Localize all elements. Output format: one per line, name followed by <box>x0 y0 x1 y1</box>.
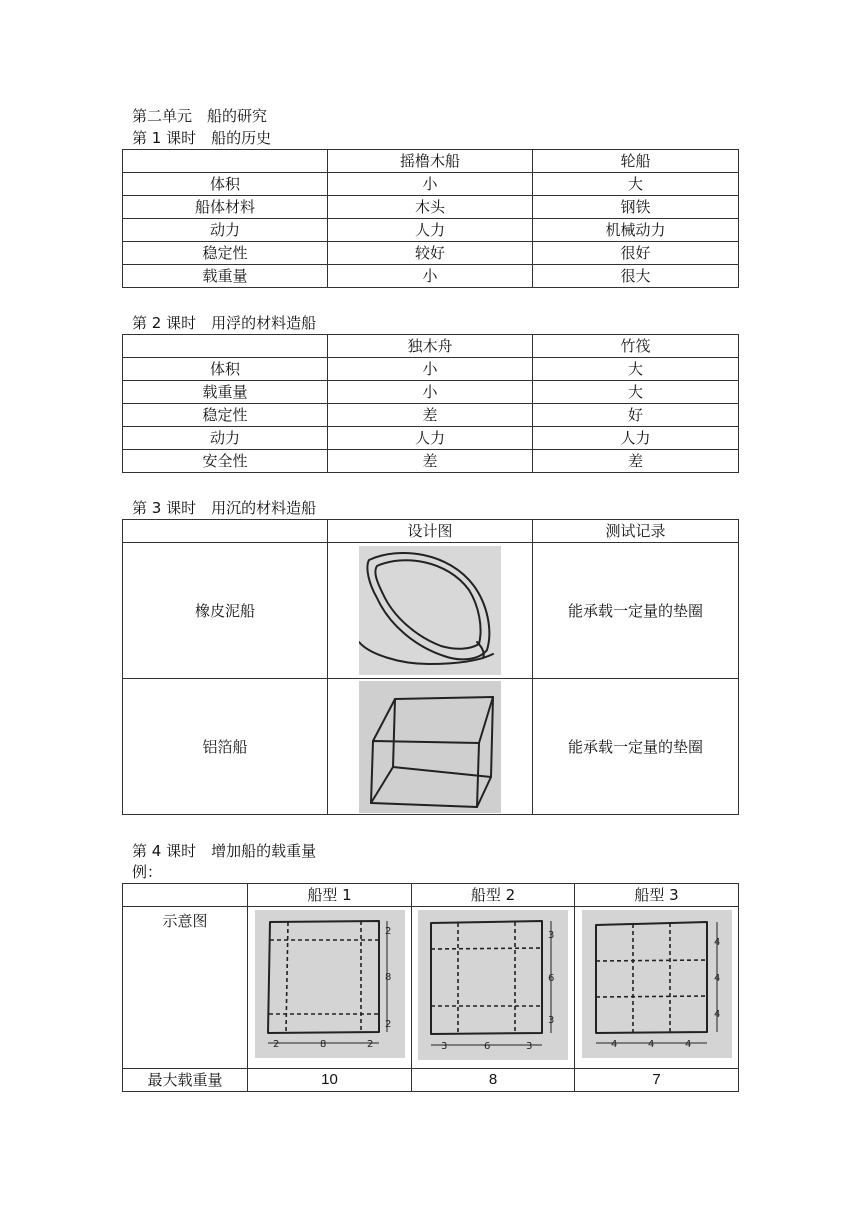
table-cell: 小 <box>328 358 533 381</box>
row-label: 动力 <box>123 427 328 450</box>
table-row <box>123 219 739 242</box>
header-cell <box>123 520 328 543</box>
unit-title: 第二单元 船的研究 <box>132 107 268 125</box>
row-label: 动力 <box>123 219 328 242</box>
boat-2-x-dim-3: 3 <box>526 1041 533 1052</box>
table-cell: 差 <box>533 450 739 473</box>
lesson3-title: 第 3 课时 用沉的材料造船 <box>132 499 317 517</box>
row-label: 示意图 <box>123 907 248 1069</box>
table-row <box>123 543 739 679</box>
row-label: 铝箔船 <box>123 679 328 815</box>
row-label: 稳定性 <box>123 404 328 427</box>
header-cell: 测试记录 <box>533 520 739 543</box>
example-label: 例： <box>132 863 163 881</box>
header-cell: 轮船 <box>533 150 739 173</box>
row-label: 体积 <box>123 358 328 381</box>
clay-boat-sketch-image <box>359 546 501 675</box>
header-cell <box>123 150 328 173</box>
boat-1-diagram-image <box>255 910 405 1058</box>
table-row <box>123 404 739 427</box>
row-label: 安全性 <box>123 450 328 473</box>
test-record-cell: 能承载一定量的垫圈 <box>533 543 739 679</box>
table-header-row <box>123 150 739 173</box>
table-row <box>123 450 739 473</box>
table-cell: 差 <box>328 450 533 473</box>
table-cell: 很好 <box>533 242 739 265</box>
table-cell: 较好 <box>328 242 533 265</box>
boat-1-max-load: 10 <box>248 1069 412 1092</box>
table-cell: 好 <box>533 404 739 427</box>
foil-box-sketch-image <box>359 681 501 813</box>
boat-2-diagram-image <box>418 910 568 1060</box>
lesson4-table <box>122 883 739 1092</box>
table-row <box>123 358 739 381</box>
table-cell: 大 <box>533 358 739 381</box>
header-cell: 摇橹木船 <box>328 150 533 173</box>
boat-3-x-dim-2: 4 <box>647 1039 654 1050</box>
boat-3-y-dim-2: 4 <box>713 973 720 984</box>
boat-3-y-dim-1: 4 <box>713 937 720 948</box>
row-label: 体积 <box>123 173 328 196</box>
boat-2-x-dim-1: 3 <box>441 1041 448 1052</box>
boat-2-y-dim-1: 3 <box>548 930 555 941</box>
table-row <box>123 265 739 288</box>
boat-1-x-dim-2: 8 <box>319 1039 326 1050</box>
lesson1-title: 第 1 课时 船的历史 <box>132 129 272 147</box>
table-row <box>123 173 739 196</box>
boat-3-max-load: 7 <box>575 1069 739 1092</box>
table-row <box>123 381 739 404</box>
header-cell <box>123 884 248 907</box>
table-cell: 人力 <box>328 427 533 450</box>
boat-1-y-dim-3: 2 <box>384 1019 391 1030</box>
header-cell: 船型 1 <box>248 884 412 907</box>
boat-3-y-dim-3: 4 <box>713 1009 720 1020</box>
row-label: 船体材料 <box>123 196 328 219</box>
row-label: 稳定性 <box>123 242 328 265</box>
table-cell: 木头 <box>328 196 533 219</box>
boat-2-y-dim-3: 3 <box>548 1015 555 1026</box>
row-label: 载重量 <box>123 265 328 288</box>
diagram-row <box>123 907 739 1069</box>
design-cell <box>328 543 533 679</box>
boat-3-x-dim-1: 4 <box>610 1039 617 1050</box>
boat-2-max-load: 8 <box>412 1069 575 1092</box>
boat-2-y-dim-2: 6 <box>548 973 555 984</box>
table-header-row <box>123 520 739 543</box>
table-header-row <box>123 884 739 907</box>
row-label: 橡皮泥船 <box>123 543 328 679</box>
table-cell: 差 <box>328 404 533 427</box>
boat-1-diagram-cell <box>248 907 412 1069</box>
boat-3-x-dim-3: 4 <box>684 1039 691 1050</box>
table-cell: 机械动力 <box>533 219 739 242</box>
boat-1-x-dim-1: 2 <box>272 1039 279 1050</box>
header-cell: 船型 2 <box>412 884 575 907</box>
boat-2-diagram-cell <box>412 907 575 1069</box>
lesson2-table <box>122 334 739 473</box>
header-cell: 竹筏 <box>533 335 739 358</box>
boat-3-diagram-cell <box>575 907 739 1069</box>
table-cell: 大 <box>533 381 739 404</box>
lesson3-table <box>122 519 739 815</box>
table-header-row <box>123 335 739 358</box>
table-row <box>123 196 739 219</box>
table-cell: 小 <box>328 381 533 404</box>
row-label: 载重量 <box>123 381 328 404</box>
table-cell: 小 <box>328 265 533 288</box>
table-row <box>123 679 739 815</box>
table-cell: 人力 <box>533 427 739 450</box>
header-cell: 独木舟 <box>328 335 533 358</box>
boat-1-x-dim-3: 2 <box>366 1039 373 1050</box>
design-cell <box>328 679 533 815</box>
row-label: 最大载重量 <box>123 1069 248 1092</box>
table-row <box>123 427 739 450</box>
table-cell: 钢铁 <box>533 196 739 219</box>
lesson4-title: 第 4 课时 增加船的载重量 <box>132 842 317 860</box>
header-cell <box>123 335 328 358</box>
header-cell: 设计图 <box>328 520 533 543</box>
boat-2-x-dim-2: 6 <box>484 1041 491 1052</box>
boat-1-y-dim-1: 2 <box>384 926 391 937</box>
boat-1-y-dim-2: 8 <box>384 972 391 983</box>
table-row <box>123 242 739 265</box>
boat-3-diagram-image <box>582 910 732 1058</box>
table-cell: 很大 <box>533 265 739 288</box>
table-cell: 小 <box>328 173 533 196</box>
max-load-row <box>123 1069 739 1092</box>
test-record-cell: 能承载一定量的垫圈 <box>533 679 739 815</box>
lesson1-table <box>122 149 739 288</box>
header-cell: 船型 3 <box>575 884 739 907</box>
lesson2-title: 第 2 课时 用浮的材料造船 <box>132 314 317 332</box>
table-cell: 大 <box>533 173 739 196</box>
table-cell: 人力 <box>328 219 533 242</box>
